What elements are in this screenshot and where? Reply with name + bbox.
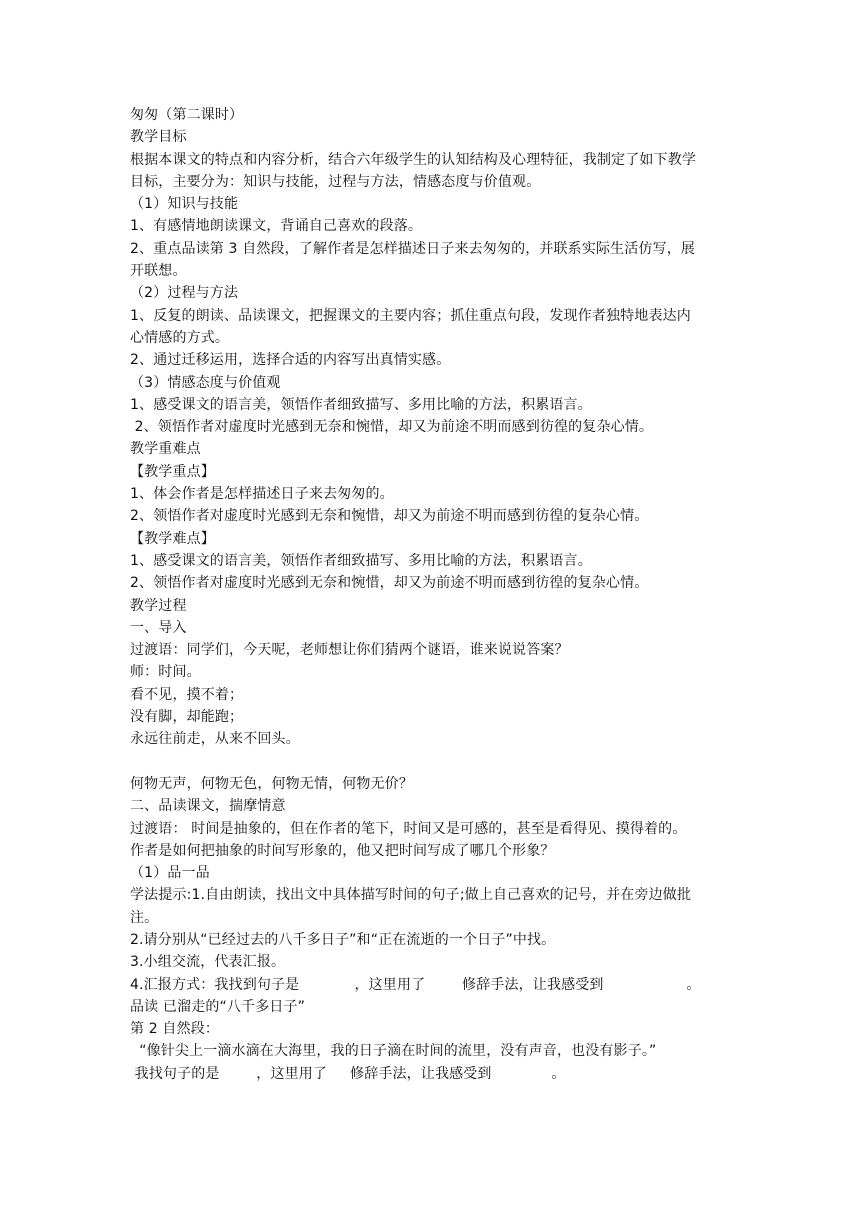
subsection-heading: （1）知识与技能 (130, 196, 239, 213)
subsection-heading: （1）品一品 (130, 865, 210, 882)
list-item: 2、领悟作者对虚度时光感到无奈和惋惜，却又为前途不明而感到彷徨的复杂心情。 (130, 508, 649, 525)
list-item: 2、领悟作者对虚度时光感到无奈和惋惜，却又为前途不明而感到彷徨的复杂心情。 (130, 575, 649, 592)
subsection-heading: （3）情感态度与价值观 (130, 374, 281, 391)
list-item: 2、通过迁移运用，选择合适的内容写出真情实感。 (130, 352, 451, 369)
list-item: 4.汇报方式：我找到句子是 ，这里用了 修辞手法，让我感受到 。 (130, 976, 701, 993)
list-item: 1、反复的朗读、品读课文，把握课文的主要内容；抓住重点句段，发现作者独特地表达内 (130, 307, 691, 324)
riddle-line: 没有脚，却能跑； (130, 709, 244, 726)
list-item-continuation: 心情感的方式。 (130, 329, 230, 346)
subsection-heading: 一、导入 (130, 619, 187, 636)
quote-line: “像针尖上一滴水滴在大海里，我的日子滴在时间的流里，没有声音，也没有影子。” (130, 1043, 657, 1060)
bracket-heading: 【教学重点】 (130, 463, 215, 480)
subsection-heading: （2）过程与方法 (130, 285, 239, 302)
list-item: 2、领悟作者对虚度时光感到无奈和惋惜，却又为前途不明而感到彷徨的复杂心情。 (130, 419, 654, 436)
bracket-heading: 【教学难点】 (130, 530, 215, 547)
paragraph-line: 注。 (130, 909, 159, 926)
list-item: 1、体会作者是怎样描述日子来去匆匆的。 (130, 486, 394, 503)
paragraph-line: 目标，主要分为：知识与技能，过程与方法，情感态度与价值观。 (130, 173, 541, 190)
list-item: 1、感受课文的语言美，领悟作者细致描写、多用比喻的方法，积累语言。 (130, 396, 592, 413)
blank-line (130, 751, 735, 773)
paragraph-line: 过渡语： 时间是抽象的，但在作者的笔下，时间又是可感的，甚至是看得见、摸得着的。 (130, 820, 687, 837)
list-item: 2、重点品读第 3 自然段，了解作者是怎样描述日子来去匆匆的，并联系实际生活仿写，展 (130, 240, 696, 257)
document-page (130, 104, 735, 1085)
paragraph-line: 根据本课文的特点和内容分析，结合六年级学生的认知结构及心理特征，我制定了如下教学 (130, 151, 696, 168)
paragraph-line: 品读 已溜走的“八千多日子” (130, 998, 306, 1015)
section-heading: 教学过程 (130, 597, 187, 614)
list-item: 3.小组交流，代表汇报。 (130, 954, 286, 971)
paragraph-line: 学法提示:1.自由朗读，找出文中具体描写时间的句子;做上自己喜欢的记号，并在旁边做批 (130, 887, 692, 904)
section-heading: 教学目标 (130, 129, 187, 146)
riddle-line: 何物无声，何物无色，何物无情，何物无价？ (130, 775, 413, 792)
list-item: 1、有感情地朗读课文，背诵自己喜欢的段落。 (130, 218, 423, 235)
document-title: 匆匆（第二课时） (130, 107, 244, 123)
paragraph-line: 师：时间。 (130, 664, 201, 681)
paragraph-line: 作者是如何把抽象的时间写形象的，他又把时间写成了哪几个形象？ (130, 842, 555, 859)
paragraph-line: 第 2 自然段： (130, 1021, 220, 1038)
list-item: 1、感受课文的语言美，领悟作者细致描写、多用比喻的方法，积累语言。 (130, 552, 592, 569)
riddle-line: 永远往前走，从来不回头。 (130, 731, 300, 748)
list-item: 2.请分别从“已经过去的八千多日子”和“正在流逝的一个日子”中找。 (130, 931, 556, 948)
paragraph-line: 我找句子的是 ，这里用了 修辞手法，让我感受到 。 (130, 1065, 566, 1082)
subsection-heading: 二、品读课文，揣摩情意 (130, 798, 286, 815)
riddle-line: 看不见，摸不着； (130, 686, 244, 703)
list-item-continuation: 开联想。 (130, 263, 187, 280)
paragraph-line: 过渡语：同学们，今天呢，老师想让你们猜两个谜语，谁来说说答案？ (130, 642, 569, 659)
section-heading: 教学重难点 (130, 441, 201, 458)
